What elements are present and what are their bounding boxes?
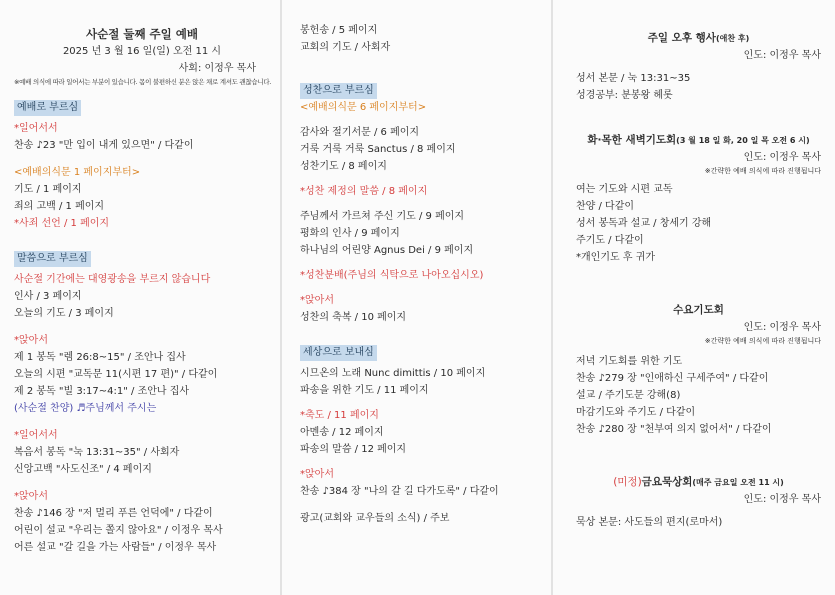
dawn-item: 찬양 / 다같이: [576, 201, 635, 212]
church-prayer-item: 교회의 기도 / 사회자: [300, 42, 391, 53]
afternoon-title: 주일 오후 행사(애찬 후): [647, 32, 750, 44]
dawn-item: 주기도 / 다같이: [576, 235, 644, 246]
section-tag-eucharist: 성찬으로 부르심: [300, 78, 544, 99]
wednesday-note: ※간략한 예배 의식에 따라 진행됩니다: [704, 337, 821, 345]
column-middle: [286, 0, 548, 595]
sit-cue: *앉아서: [14, 491, 48, 502]
wednesday-title: 수요기도회: [673, 304, 724, 316]
institution-item: *성찬 제정의 말씀 / 8 페이지: [300, 186, 428, 197]
fold-line-left: [280, 0, 282, 595]
dawn-leader: 인도: 이정우 목사: [743, 152, 821, 163]
stand-cue: *일어서서: [14, 430, 58, 441]
liturgy-reference: <예배의식문 6 페이지부터>: [300, 102, 427, 113]
hymn-item: 찬송 ♪23 "만 입이 내게 있으면" / 다같이: [14, 140, 194, 151]
thanks-item: 감사와 절기서문 / 6 페이지: [300, 127, 420, 138]
friday-title: (미정)금요묵상회(매주 금요일 오전 11 시): [613, 476, 784, 488]
lent-note: 사순절 기간에는 대영광송을 부르지 않습니다: [14, 274, 211, 285]
nunc-dimittis-item: 시므온의 노래 Nunc dimittis / 10 페이지: [300, 368, 486, 379]
blessing-item: 성찬의 축복 / 10 페이지: [300, 312, 407, 323]
distribution-item: *성찬분배(주님의 식탁으로 나아오십시오): [300, 270, 484, 281]
column-left: [0, 0, 278, 595]
dawn-item: 여는 기도와 시편 교독: [576, 184, 673, 195]
service-note: ※예배 의식에 따라 일어서는 부분이 있습니다. 몸이 불편하신 분은 앉은 채로 계셔도 괜찮습니다.: [14, 78, 272, 86]
section-tag-sending: 세상으로 보내심: [300, 340, 544, 361]
friday-text: 묵상 본문: 사도들의 편지(로마서): [576, 517, 723, 528]
afternoon-study: 성경공부: 분봉왕 헤롯: [576, 90, 673, 101]
wednesday-item: 저녁 기도회를 위한 기도: [576, 356, 683, 367]
greeting-item: 인사 / 3 페이지: [14, 291, 82, 302]
collect-item: 오늘의 기도 / 3 페이지: [14, 308, 114, 319]
wednesday-item: 설교 / 주기도문 강해(8): [576, 390, 681, 401]
sending-prayer-item: 파송을 위한 기도 / 11 페이지: [300, 385, 429, 396]
stand-cue: *일어서서: [14, 123, 58, 134]
sit-cue: *앉아서: [300, 469, 334, 480]
column-right: [556, 0, 835, 595]
peace-item: 평화의 인사 / 9 페이지: [300, 228, 400, 239]
dawn-item: *개인기도 후 귀가: [576, 252, 655, 263]
sit-cue: *앉아서: [300, 295, 334, 306]
hymn-item: 찬송 ♪146 장 "저 멀리 푸른 언덕에" / 다같이: [14, 508, 213, 519]
wednesday-item: 마감기도와 주기도 / 다같이: [576, 407, 696, 418]
prayer-item: 기도 / 1 페이지: [14, 184, 82, 195]
dawn-prayer-title: 화·목한 새벽기도회(3 월 18 일 화, 20 일 목 오전 6 시): [587, 134, 810, 146]
agnus-dei-item: 하나님의 어린양 Agnus Dei / 9 페이지: [300, 245, 474, 256]
sanctus-item: 거룩 거룩 거룩 Sanctus / 8 페이지: [300, 144, 456, 155]
dawn-item: 성서 봉독과 설교 / 창세기 강해: [576, 218, 712, 229]
wednesday-item: 찬송 ♪280 장 "천부여 의지 없어서" / 다같이: [576, 424, 772, 435]
lords-prayer-item: 주님께서 가르쳐 주신 기도 / 9 페이지: [300, 211, 465, 222]
reading-item: 제 2 봉독 "빌 3:17~4:1" / 조안나 집사: [14, 386, 190, 397]
section-tag-call-to-worship: 예배로 부르심: [14, 95, 270, 116]
reading-item: 제 1 봉독 "렘 26:8~15" / 조안나 집사: [14, 352, 186, 363]
sit-cue: *앉아서: [14, 335, 48, 346]
psalm-item: 오늘의 시편 "교독문 11(시편 17 편)" / 다같이: [14, 369, 218, 380]
children-sermon-item: 어린이 설교 "우리는 쫄지 않아요" / 이정우 목사: [14, 525, 223, 536]
amen-item: 아멘송 / 12 페이지: [300, 427, 384, 438]
confession-item: 죄의 고백 / 1 페이지: [14, 201, 105, 212]
fold-line-right: [551, 0, 553, 595]
liturgy-reference: <예배의식문 1 페이지부터>: [14, 167, 141, 178]
sending-word-item: 파송의 말씀 / 12 페이지: [300, 444, 407, 455]
hymn-item: 찬송 ♪384 장 "나의 갈 길 다가도록" / 다같이: [300, 486, 499, 497]
wednesday-item: 찬송 ♪279 장 "인애하신 구세주여" / 다같이: [576, 373, 769, 384]
announcements-item: 광고(교회와 교우들의 소식) / 주보: [300, 513, 450, 524]
absolution-item: *사죄 선언 / 1 페이지: [14, 218, 110, 229]
creed-item: 신앙고백 "사도신조" / 4 페이지: [14, 464, 152, 475]
wednesday-leader: 인도: 이정우 목사: [743, 322, 821, 333]
section-tag-word: 말씀으로 부르심: [14, 246, 270, 267]
adult-sermon-item: 어른 설교 "갈 길을 가는 사람들" / 이정우 목사: [14, 542, 217, 553]
service-date: 2025 년 3 월 16 일(일) 오전 11 시: [62, 46, 222, 57]
lent-hymn-item: (사순절 찬양) ♬주님께서 주시는: [14, 403, 157, 414]
friday-leader: 인도: 이정우 목사: [743, 494, 821, 505]
service-title: 사순절 둘째 주일 예배: [86, 27, 198, 41]
presider: 사회: 이정우 목사: [178, 63, 256, 74]
gospel-item: 복음서 봉독 "눅 13:31~35" / 사회자: [14, 447, 180, 458]
eucharist-prayer-item: 성찬기도 / 8 페이지: [300, 161, 387, 172]
benediction-item: *축도 / 11 페이지: [300, 410, 379, 421]
afternoon-leader: 인도: 이정우 목사: [743, 50, 821, 61]
dawn-note: ※간략한 예배 의식에 따라 진행됩니다: [704, 167, 821, 175]
offering-item: 봉헌송 / 5 페이지: [300, 25, 378, 36]
afternoon-text: 성서 본문 / 눅 13:31~35: [576, 73, 691, 84]
